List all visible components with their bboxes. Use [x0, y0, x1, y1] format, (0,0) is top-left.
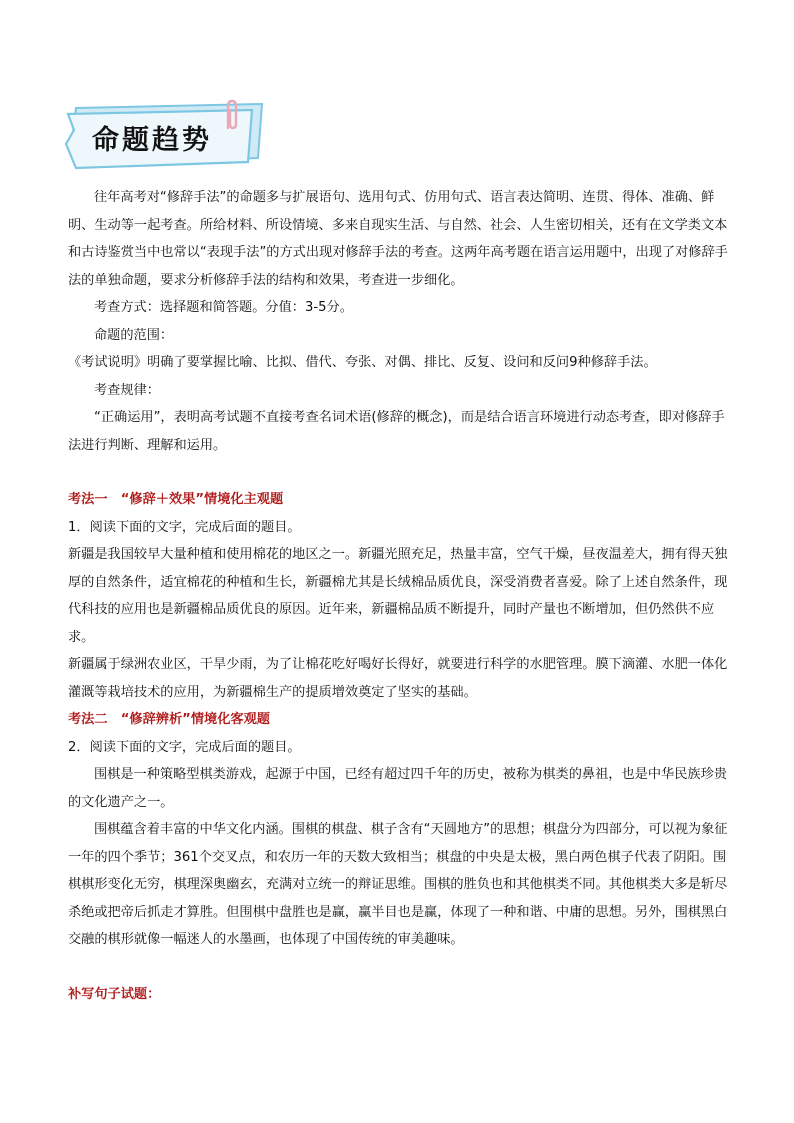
passage-1-paragraph-2: 新疆属于绿洲农业区，干旱少雨，为了让棉花吃好喝好长得好，就要进行科学的水肥管理。膜下滴灌、水肥一体化灌溉等栽培技术的应用，为新疆棉生产的提质增效奠定了坚实的基础。 — [68, 657, 728, 700]
scope-text: 《考试说明》明确了要掌握比喻、比拟、借代、夸张、对偶、排比、反复、设问和反问9种修辞手法。 — [68, 355, 657, 370]
page-content — [68, 184, 728, 1008]
passage-1-paragraph-1: 新疆是我国较早大量种植和使用棉花的地区之一。新疆光照充足，热量丰富，空气干燥，昼夜温差大，拥有得天独厚的自然条件，适宜棉花的种植和生长，新疆棉尤其是长绒棉品质优良，深受消费者喜爱。除了上述自然条件，现代科技的应用也是新疆棉品质优良的原因。近年来，新疆棉品质不断提升，同时产量也不断增加，但仍然供不应求。 — [68, 547, 728, 645]
paperclip-icon — [222, 98, 242, 134]
question-2: 2．阅读下面的文字，完成后面的题目。 — [68, 739, 301, 755]
passage-2-paragraph-2: 围棋蕴含着丰富的中华文化内涵。围棋的棋盘、棋子含有“天圆地方”的思想；棋盘分为四部分，可以视为象征一年的四个季节；361个交叉点，和农历一年的天数大致相当；棋盘的中央是太极，黑白两色棋子代表了阴阳。围棋棋形变化无穷，棋理深奥幽玄，充满对立统一的辩证思维。围棋的胜负也和其他棋类不同。其他棋类大多是斩尽杀绝或把帝后抓走才算胜。但围棋中盘胜也是赢，赢半目也是赢，体现了一种和谐、中庸的思想。另外，围棋黑白交融的棋形就像一幅迷人的水墨画，也体现了中国传统的审美趣味。 — [68, 822, 728, 947]
exam-format: 考查方式：选择题和简答题。分值：3-5分。 — [94, 300, 353, 315]
rules-label: 考查规律： — [94, 382, 160, 398]
section-heading-2: 考法二 “修辞辨析”情境化客观题 — [68, 712, 270, 727]
section-heading-1: 考法一 “修辞＋效果”情境化主观题 — [68, 492, 284, 507]
rules-text: “正确运用”，表明高考试题不直接考查名词术语(修辞的概念)，而是结合语言环境进行动态考查，即对修辞手法进行判断、理解和运用。 — [68, 410, 725, 453]
section-heading-3: 补写句子试题： — [68, 986, 161, 1002]
question-1: 1．阅读下面的文字，完成后面的题目。 — [68, 519, 301, 535]
intro-paragraph: 往年高考对“修辞手法”的命题多与扩展语句、选用句式、仿用句式、语言表达简明、连贯、得体、准确、鲜明、生动等一起考查。所给材料、所设情境、多来自现实生活、与自然、社会、人生密切相关，还有在文学类文本和古诗鉴赏当中也常以“表现手法”的方式出现对修辞手法的考查。这两年高考题在语言运用题中，出现了对修辞手法的单独命题，要求分析修辞手法的结构和效果，考查进一步细化。 — [68, 190, 728, 288]
scope-label: 命题的范围： — [94, 327, 174, 343]
passage-2-paragraph-1: 围棋是一种策略型棋类游戏，起源于中国，已经有超过四千年的历史，被称为棋类的鼻祖，也是中华民族珍贵的文化遗产之一。 — [68, 767, 727, 810]
banner-title: 命题趋势 — [92, 125, 212, 156]
